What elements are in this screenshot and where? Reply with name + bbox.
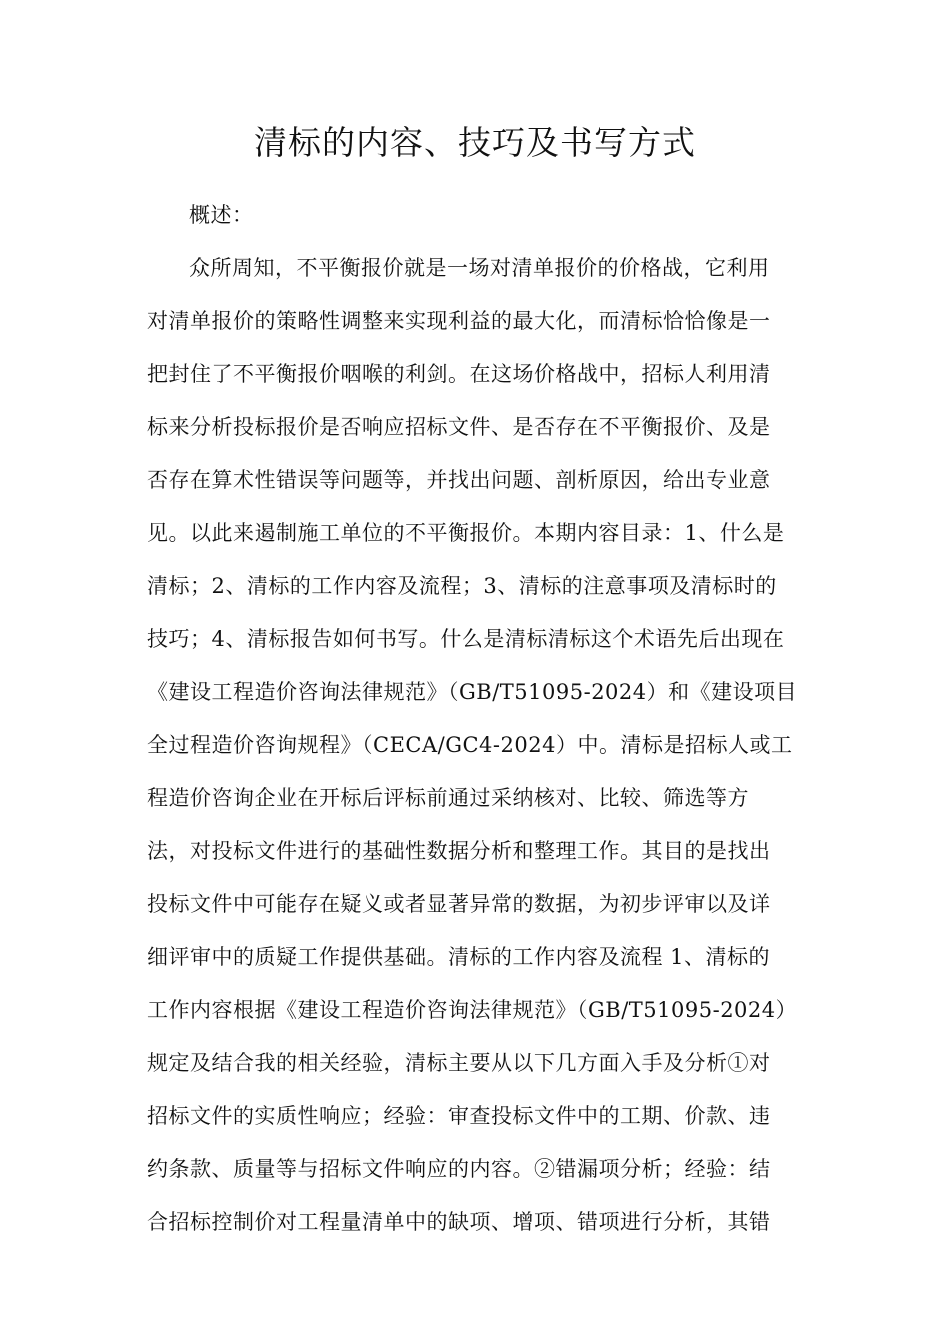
paragraph-line: 否存在算术性错误等问题等，并找出问题、剖析原因，给出专业意 <box>147 468 771 492</box>
section-heading: 概述： <box>189 203 254 227</box>
paragraph-line: 规定及结合我的相关经验，清标主要从以下几方面入手及分析①对 <box>147 1051 771 1075</box>
paragraph-line: 约条款、质量等与招标文件响应的内容。②错漏项分析；经验：结 <box>147 1157 771 1181</box>
paragraph-line: 清标；2、清标的工作内容及流程；3、清标的注意事项及清标时的 <box>147 574 777 598</box>
paragraph-line: 合招标控制价对工程量清单中的缺项、增项、错项进行分析，其错 <box>147 1210 771 1234</box>
paragraph-line: 标来分析投标报价是否响应招标文件、是否存在不平衡报价、及是 <box>147 415 771 439</box>
paragraph-line: 技巧；4、清标报告如何书写。什么是清标清标这个术语先后出现在 <box>147 627 785 651</box>
paragraph-line: 法，对投标文件进行的基础性数据分析和整理工作。其目的是找出 <box>147 839 771 863</box>
paragraph-line: 招标文件的实质性响应；经验：审查投标文件中的工期、价款、违 <box>147 1104 771 1128</box>
paragraph-line: 《建设工程造价咨询法律规范》（GB/T51095-2024）和《建设项目 <box>147 680 798 704</box>
paragraph-line: 程造价咨询企业在开标后评标前通过采纳核对、比较、筛选等方 <box>147 786 749 810</box>
paragraph-line: 对清单报价的策略性调整来实现利益的最大化，而清标恰恰像是一 <box>147 309 771 333</box>
paragraph-line: 工作内容根据《建设工程造价咨询法律规范》（GB/T51095-2024） <box>147 998 798 1022</box>
document-body <box>147 189 807 1249</box>
paragraph-line: 细评审中的质疑工作提供基础。清标的工作内容及流程 1、清标的 <box>147 945 771 969</box>
paragraph-line: 众所周知，不平衡报价就是一场对清单报价的价格战，它利用 <box>189 256 770 280</box>
paragraph-line: 全过程造价咨询规程》（CECA/GC4-2024）中。清标是招标人或工 <box>147 733 793 757</box>
paragraph-line: 把封住了不平衡报价咽喉的利剑。在这场价格战中，招标人利用清 <box>147 362 771 386</box>
paragraph-line: 见。以此来遏制施工单位的不平衡报价。本期内容目录：1、什么是 <box>147 521 785 545</box>
paragraph-line: 投标文件中可能存在疑义或者显著异常的数据，为初步评审以及详 <box>147 892 771 916</box>
document-title: 清标的内容、技巧及书写方式 <box>254 123 696 162</box>
